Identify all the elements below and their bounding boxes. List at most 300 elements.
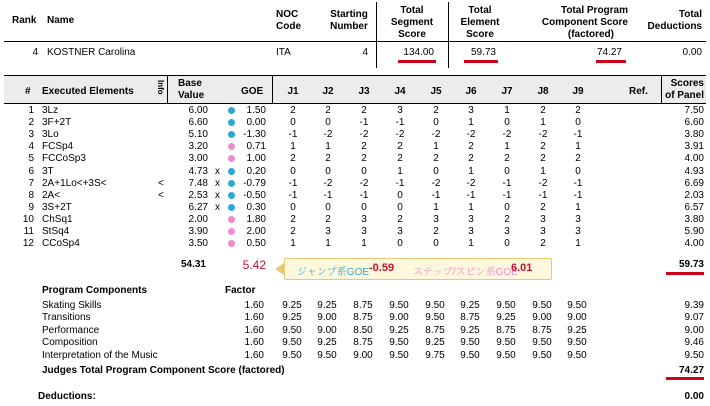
- goe-category-dot: [228, 204, 235, 211]
- element-judge-score: 2: [540, 238, 546, 250]
- element-base: 6.00: [188, 105, 208, 116]
- component-judge-score: 9.50: [532, 349, 552, 361]
- element-judge-score: -1: [288, 177, 298, 189]
- element-judge-score: 2: [361, 141, 367, 153]
- element-judge-score: 2: [540, 105, 546, 116]
- element-num: 1: [28, 105, 34, 116]
- goe-breakdown-note: [284, 258, 552, 280]
- element-judge-score: 2: [504, 153, 510, 165]
- element-panel-score: 4.93: [684, 165, 704, 177]
- element-judge-score: 2: [540, 201, 546, 213]
- tss-header-1: Total: [400, 5, 424, 16]
- component-judge-score: 8.75: [532, 324, 552, 336]
- element-judge-score: -2: [359, 177, 369, 189]
- element-judge-score: -2: [538, 177, 548, 189]
- element-judge-score: 0: [433, 165, 439, 177]
- tss-header-3: Score: [398, 29, 426, 40]
- element-judge-score: 2: [433, 226, 439, 237]
- elements-header-divider: [4, 103, 706, 104]
- element-judge-score: -2: [323, 177, 333, 189]
- noc-header-2: Code: [276, 21, 301, 32]
- skater-pcs: 74.27: [596, 47, 622, 58]
- component-judge-score: 9.50: [532, 337, 552, 349]
- element-base: 3.90: [188, 226, 208, 237]
- total-goe: 5.42: [242, 258, 266, 272]
- num-header: #: [25, 86, 31, 97]
- element-judge-score: 2: [468, 141, 474, 153]
- element-judge-score: 1: [575, 141, 581, 153]
- component-judge-score: 9.75: [425, 349, 445, 361]
- element-judge-score: -1: [573, 129, 583, 141]
- component-judge-score: 9.50: [567, 349, 587, 361]
- element-judge-score: 0: [575, 117, 581, 129]
- component-judge-score: 9.25: [317, 337, 337, 349]
- element-judge-score: 0: [290, 201, 296, 213]
- element-panel-score: 6.57: [684, 201, 704, 213]
- goe-category-dot: [228, 131, 235, 138]
- tss-header-2: Segment: [390, 17, 434, 28]
- component-judge-score: 9.50: [460, 349, 480, 361]
- component-name: Performance: [42, 324, 100, 336]
- element-goe: 0.20: [246, 165, 266, 177]
- element-num: 3: [28, 129, 34, 141]
- scores-header-1: Scores: [670, 78, 704, 89]
- element-judge-score: 3: [397, 105, 403, 116]
- component-row: [0, 350, 710, 362]
- element-base: 2.53: [188, 189, 208, 201]
- element-judge-score: 1: [433, 201, 439, 213]
- component-judge-score: 9.50: [425, 312, 445, 324]
- element-base: 5.10: [188, 129, 208, 141]
- goe-category-dot: [228, 180, 235, 187]
- pcs-header-3: (factored): [567, 29, 614, 40]
- element-judge-score: 1: [468, 165, 474, 177]
- element-judge-score: -2: [466, 129, 476, 141]
- pcs-total-underline: [666, 377, 704, 380]
- element-judge-score: 1: [575, 238, 581, 250]
- element-judge-score: 1: [575, 201, 581, 213]
- element-num: 9: [28, 201, 34, 213]
- element-judge-score: -1: [502, 177, 512, 189]
- element-judge-score: -2: [502, 129, 512, 141]
- element-judge-score: 1: [397, 165, 403, 177]
- component-judge-score: 9.50: [282, 349, 302, 361]
- goe-category-dot: [228, 216, 235, 223]
- component-panel-score: 9.50: [684, 349, 704, 361]
- element-name: ChSq1: [42, 213, 73, 225]
- element-judge-score: 1: [433, 141, 439, 153]
- element-judge-score: -1: [573, 189, 583, 201]
- tes-underline: [464, 60, 498, 63]
- component-judge-score: 9.25: [460, 324, 480, 336]
- element-judge-score: 2: [397, 153, 403, 165]
- element-base: 6.60: [188, 117, 208, 129]
- element-judge-score: -1: [395, 117, 405, 129]
- element-name: 3Lz: [42, 105, 59, 116]
- element-judge-score: -1: [359, 117, 369, 129]
- step-spin-goe-label: ステップ/スピン系GOE: [413, 267, 518, 278]
- rank-header: Rank: [12, 15, 37, 26]
- element-row: [0, 238, 710, 250]
- element-judge-score: 2: [433, 105, 439, 116]
- element-name: 2A+1Lo<+3S<: [42, 177, 107, 189]
- element-panel-score: 2.03: [684, 189, 704, 201]
- element-judge-score: 2: [290, 105, 296, 116]
- element-goe: 2.00: [246, 226, 266, 237]
- element-judge-score: 3: [397, 226, 403, 237]
- element-judge-score: -1: [573, 177, 583, 189]
- skater-deductions: 0.00: [682, 47, 702, 58]
- element-row: [0, 178, 710, 190]
- j5-header: J5: [430, 86, 442, 97]
- element-info: <: [158, 177, 164, 189]
- element-num: 6: [28, 165, 34, 177]
- components-header: Program Components: [42, 285, 148, 296]
- component-judge-score: 9.00: [353, 349, 373, 361]
- skater-start: 4: [362, 47, 368, 58]
- element-row: [0, 226, 710, 238]
- step-spin-goe-value: 6.01: [511, 262, 533, 274]
- tss-right-border: [448, 2, 449, 68]
- element-judge-score: 2: [575, 105, 581, 116]
- note-pointer: [275, 263, 284, 275]
- skater-noc: ITA: [276, 47, 291, 58]
- goe-category-dot: [228, 168, 235, 175]
- element-judge-score: -2: [431, 129, 441, 141]
- element-row: [0, 141, 710, 153]
- element-judge-score: 3: [504, 226, 510, 237]
- component-judge-score: 9.50: [532, 300, 552, 311]
- component-factor: 1.60: [244, 312, 264, 324]
- tes-header-2: Element: [460, 17, 500, 28]
- element-name: FCSp4: [42, 141, 74, 153]
- element-num: 2: [28, 117, 34, 129]
- element-judge-score: 1: [540, 117, 546, 129]
- element-judge-score: 3: [575, 226, 581, 237]
- element-judge-score: -1: [502, 189, 512, 201]
- element-judge-score: 0: [290, 117, 296, 129]
- component-panel-score: 9.07: [684, 312, 704, 324]
- component-judge-score: 9.50: [317, 349, 337, 361]
- element-base: 7.48: [188, 177, 208, 189]
- goe-category-dot: [228, 228, 235, 235]
- element-row: [0, 190, 710, 202]
- element-judge-score: -2: [395, 129, 405, 141]
- element-judge-score: 0: [433, 117, 439, 129]
- component-judge-score: 9.25: [567, 324, 587, 336]
- element-judge-score: -1: [288, 189, 298, 201]
- element-goe: 1.50: [246, 105, 266, 116]
- element-base: 3.20: [188, 141, 208, 153]
- scores-header-2: of Panel: [665, 90, 704, 101]
- component-judge-score: 8.75: [496, 324, 516, 336]
- element-judge-score: 3: [361, 213, 367, 225]
- element-judge-score: -2: [431, 177, 441, 189]
- element-judge-score: 0: [397, 189, 403, 201]
- component-judge-score: 9.50: [389, 300, 409, 311]
- element-num: 7: [28, 177, 34, 189]
- element-judge-score: 0: [361, 201, 367, 213]
- tss-underline: [398, 60, 436, 63]
- goe-category-dot: [228, 240, 235, 247]
- element-judge-score: 0: [397, 201, 403, 213]
- element-goe: 0.00: [246, 117, 266, 129]
- element-judge-score: 3: [468, 105, 474, 116]
- element-num: 5: [28, 153, 34, 165]
- element-num: 12: [22, 238, 34, 250]
- base-header-1: Base: [178, 78, 202, 89]
- element-judge-score: 1: [361, 238, 367, 250]
- goe-category-dot: [228, 119, 235, 126]
- component-judge-score: 9.25: [282, 312, 302, 324]
- executed-header: Executed Elements: [42, 86, 134, 97]
- j8-header: J8: [537, 86, 549, 97]
- element-judge-score: 2: [290, 226, 296, 237]
- component-judge-score: 9.25: [282, 300, 302, 311]
- element-judge-score: 1: [325, 238, 331, 250]
- element-judge-score: 0: [325, 201, 331, 213]
- component-judge-score: 8.75: [353, 337, 373, 349]
- element-name: 3S+2T: [42, 201, 72, 213]
- component-panel-score: 9.39: [684, 300, 704, 311]
- pcs-header-1: Total Program: [560, 5, 628, 16]
- j4-header: J4: [394, 86, 406, 97]
- deductions-header-1: Total: [678, 9, 702, 20]
- element-name: 3Lo: [42, 129, 59, 141]
- element-panel-score: 4.00: [684, 153, 704, 165]
- element-judge-score: 0: [504, 117, 510, 129]
- element-x-mark: x: [215, 189, 220, 201]
- element-row: [0, 202, 710, 214]
- component-judge-score: 9.00: [567, 312, 587, 324]
- element-judge-score: 3: [433, 213, 439, 225]
- element-row: [0, 166, 710, 178]
- element-judge-score: -1: [395, 177, 405, 189]
- component-judge-score: 8.50: [353, 324, 373, 336]
- skater-rank: 4: [32, 47, 38, 58]
- element-judge-score: 0: [504, 165, 510, 177]
- element-x-mark: x: [215, 165, 220, 177]
- component-row: [0, 300, 710, 312]
- element-judge-score: -1: [359, 189, 369, 201]
- element-row: [0, 153, 710, 165]
- component-name: Interpretation of the Music: [42, 349, 158, 361]
- element-goe: 0.30: [246, 201, 266, 213]
- j2-header: J2: [322, 86, 334, 97]
- element-judge-score: 0: [290, 165, 296, 177]
- skater-tes: 59.73: [470, 47, 496, 58]
- component-judge-score: 9.25: [317, 300, 337, 311]
- element-judge-score: -2: [323, 129, 333, 141]
- element-judge-score: -1: [323, 189, 333, 201]
- component-name: Transitions: [42, 312, 91, 324]
- deductions-value: 0.00: [684, 391, 704, 402]
- element-judge-score: 1: [468, 238, 474, 250]
- element-judge-score: 2: [290, 213, 296, 225]
- element-judge-score: 2: [468, 153, 474, 165]
- element-base: 4.73: [188, 165, 208, 177]
- component-judge-score: 9.25: [496, 312, 516, 324]
- tss-left-border: [376, 2, 377, 68]
- element-judge-score: 2: [397, 213, 403, 225]
- judges-total-label: Judges Total Program Component Score (factored): [42, 365, 285, 376]
- element-judge-score: 3: [325, 226, 331, 237]
- component-judge-score: 9.50: [496, 337, 516, 349]
- element-goe: 1.00: [246, 153, 266, 165]
- component-row: [0, 312, 710, 324]
- element-row: [0, 129, 710, 141]
- judges-total-value: 74.27: [678, 365, 704, 376]
- element-base: 3.00: [188, 153, 208, 165]
- element-judge-score: 1: [468, 201, 474, 213]
- component-judge-score: 9.25: [425, 337, 445, 349]
- element-row: [0, 214, 710, 226]
- element-num: 4: [28, 141, 34, 153]
- element-judge-score: 0: [504, 201, 510, 213]
- element-num: 10: [22, 213, 34, 225]
- j9-header: J9: [572, 86, 584, 97]
- component-name: Composition: [42, 337, 98, 349]
- element-base: 3.50: [188, 238, 208, 250]
- element-judge-score: 3: [540, 226, 546, 237]
- element-panel-score: 3.91: [684, 141, 704, 153]
- component-judge-score: 9.50: [389, 349, 409, 361]
- element-judge-score: 2: [361, 153, 367, 165]
- goe-category-dot: [228, 192, 235, 199]
- j1-header: J1: [287, 86, 299, 97]
- element-judge-score: 3: [575, 213, 581, 225]
- goe-header: GOE: [241, 86, 264, 97]
- element-goe: -0.50: [243, 189, 266, 201]
- tes-total-underline: [666, 272, 704, 275]
- component-judge-score: 9.00: [317, 324, 337, 336]
- component-judge-score: 9.50: [425, 300, 445, 311]
- deductions-header-2: Deductions: [647, 21, 702, 32]
- deductions-label: Deductions:: [38, 391, 96, 402]
- element-judge-score: 1: [325, 141, 331, 153]
- component-judge-score: 9.50: [496, 300, 516, 311]
- total-element-score: 59.73: [678, 259, 704, 270]
- name-header: Name: [47, 15, 75, 26]
- ref-header: Ref.: [629, 86, 648, 97]
- j6-header: J6: [465, 86, 477, 97]
- element-num: 8: [28, 189, 34, 201]
- element-judge-score: 1: [290, 141, 296, 153]
- tes-header-1: Total: [468, 5, 492, 16]
- element-goe: -0.79: [243, 177, 266, 189]
- j3-header: J3: [358, 86, 370, 97]
- element-judge-score: 2: [540, 153, 546, 165]
- element-name: 3F+2T: [42, 117, 72, 129]
- element-judge-score: 1: [468, 117, 474, 129]
- component-judge-score: 8.75: [353, 312, 373, 324]
- header-divider: [4, 41, 706, 42]
- element-judge-score: 2: [325, 153, 331, 165]
- noc-header-1: NOC: [276, 9, 299, 20]
- element-base: 2.00: [188, 213, 208, 225]
- component-judge-score: 9.50: [389, 337, 409, 349]
- component-panel-score: 9.00: [684, 324, 704, 336]
- element-judge-score: 0: [397, 238, 403, 250]
- component-judge-score: 8.75: [425, 324, 445, 336]
- element-judge-score: -1: [431, 189, 441, 201]
- component-row: [0, 337, 710, 349]
- element-panel-score: 7.50: [684, 105, 704, 116]
- element-goe: -1.30: [243, 129, 266, 141]
- tes-header-3: Score: [466, 29, 494, 40]
- element-judge-score: -1: [538, 189, 548, 201]
- element-panel-score: 5.90: [684, 226, 704, 237]
- element-panel-score: 4.00: [684, 238, 704, 250]
- component-panel-score: 9.46: [684, 337, 704, 349]
- component-name: Skating Skills: [42, 300, 102, 311]
- j7-header: J7: [501, 86, 513, 97]
- element-base: 6.27: [188, 201, 208, 213]
- goe-col-border: [272, 76, 273, 103]
- component-factor: 1.60: [244, 300, 264, 311]
- component-judge-score: 9.25: [389, 324, 409, 336]
- element-judge-score: 3: [540, 213, 546, 225]
- goe-category-dot: [228, 155, 235, 162]
- element-judge-score: 1: [504, 141, 510, 153]
- element-name: CCoSp4: [42, 238, 80, 250]
- goe-category-dot: [228, 143, 235, 150]
- pcs-underline: [596, 60, 626, 63]
- element-judge-score: 2: [361, 105, 367, 116]
- component-factor: 1.60: [244, 324, 264, 336]
- element-judge-score: 2: [290, 153, 296, 165]
- component-judge-score: 9.25: [460, 300, 480, 311]
- scores-col-border: [661, 76, 662, 103]
- element-panel-score: 3.80: [684, 213, 704, 225]
- base-header-2: Value: [178, 90, 205, 101]
- starting-header-2: Number: [330, 21, 368, 32]
- factor-header: Factor: [225, 285, 256, 296]
- component-factor: 1.60: [244, 337, 264, 349]
- element-judge-score: 0: [325, 117, 331, 129]
- element-judge-score: -1: [466, 189, 476, 201]
- element-judge-score: 2: [325, 105, 331, 116]
- component-factor: 1.60: [244, 349, 264, 361]
- element-name: 2A<: [42, 189, 61, 201]
- element-info: <: [158, 189, 164, 201]
- element-judge-score: 0: [325, 165, 331, 177]
- element-judge-score: 3: [468, 213, 474, 225]
- element-judge-score: 1: [504, 105, 510, 116]
- element-num: 11: [23, 226, 34, 237]
- element-judge-score: 0: [575, 165, 581, 177]
- element-judge-score: 1: [290, 238, 296, 250]
- total-base: 54.31: [180, 259, 206, 270]
- component-judge-score: 9.00: [317, 312, 337, 324]
- element-judge-score: -2: [466, 177, 476, 189]
- element-name: 3T: [42, 165, 54, 177]
- info-col-border: [167, 76, 168, 103]
- element-judge-score: 2: [397, 141, 403, 153]
- component-judge-score: 9.50: [496, 349, 516, 361]
- element-judge-score: 2: [575, 153, 581, 165]
- goe-category-dot: [228, 107, 235, 114]
- element-judge-score: 2: [433, 153, 439, 165]
- element-judge-score: 0: [361, 165, 367, 177]
- component-row: [0, 325, 710, 337]
- element-goe: 1.80: [246, 213, 266, 225]
- jump-goe-value: -0.59: [369, 262, 395, 274]
- pcs-header-2: Component Score: [541, 17, 628, 28]
- element-judge-score: -2: [359, 129, 369, 141]
- element-panel-score: 3.80: [684, 129, 704, 141]
- starting-header-1: Starting: [330, 9, 368, 20]
